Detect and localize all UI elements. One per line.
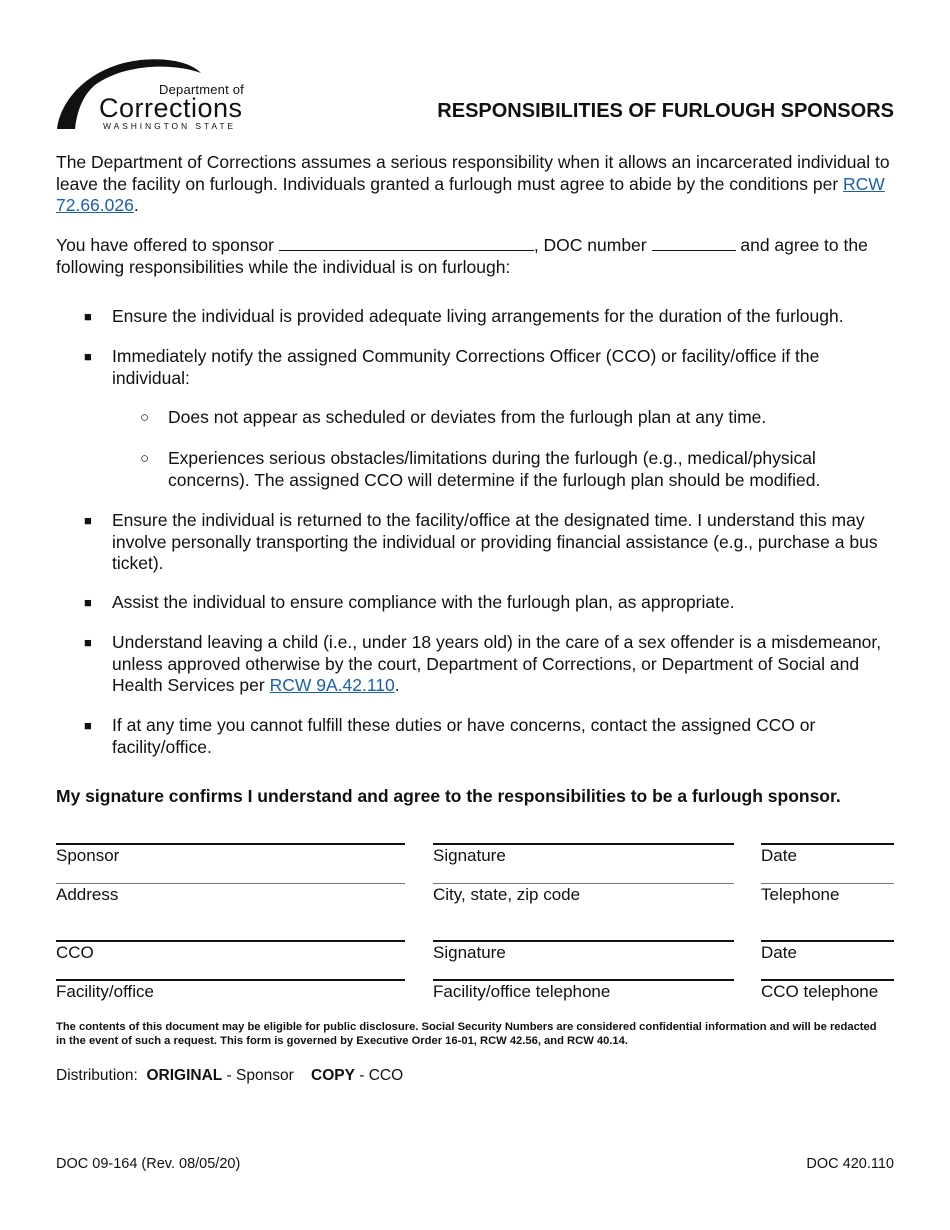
square-bullet-icon: ■: [84, 635, 92, 650]
bullet-text: Ensure the individual is returned to the facility/office at the designated time. I understand this may involve personally transporting the individual or providing financial assistance (e.g., purchase a bus ticket).: [112, 510, 878, 573]
bullet-item: [86, 306, 896, 328]
distribution-original-to: - Sponsor: [222, 1067, 294, 1084]
sponsor-date-line[interactable]: [761, 843, 894, 845]
bullet-item: [86, 632, 896, 697]
distribution-line: [56, 1067, 403, 1085]
cco-label: CCO: [56, 943, 94, 962]
city-label: City, state, zip code: [433, 885, 581, 904]
form-number: DOC 09-164 (Rev. 08/05/20): [56, 1156, 241, 1172]
address-line[interactable]: [56, 883, 405, 884]
bullet-text: Immediately notify the assigned Community Corrections Officer (CCO) or facility/office if the individual:: [112, 346, 820, 388]
date-label: Date: [761, 943, 797, 962]
square-bullet-icon: ■: [84, 513, 92, 528]
cco-date-line[interactable]: [761, 940, 894, 942]
square-bullet-icon: ■: [84, 349, 92, 364]
signature-confirmation: My signature confirms I understand and agree to the responsibilities to be a furlough sponsor.: [56, 786, 841, 806]
square-bullet-icon: ■: [84, 595, 92, 610]
logo-line-state: WASHINGTON STATE: [103, 121, 236, 131]
offer-text-3: and agree to the following responsibilities while the individual is on furlough:: [56, 235, 868, 277]
address-label: Address: [56, 885, 119, 904]
bullet-item: [86, 592, 896, 614]
distribution-original: ORIGINAL: [146, 1067, 223, 1084]
sponsor-signature-line[interactable]: [433, 843, 734, 845]
cco-line[interactable]: [56, 940, 405, 942]
bullet-text: [112, 632, 896, 697]
logo-line-department: Department of: [159, 82, 244, 97]
sub-bullet-item: [140, 407, 890, 429]
page-title: RESPONSIBILITIES OF FURLOUGH SPONSORS: [437, 100, 894, 122]
distribution-copy-to: - CCO: [354, 1067, 404, 1084]
bullet-item: [86, 346, 896, 389]
disclosure-notice: The contents of this document may be eligible for public disclosure. Social Security Numbers are considered confidential information and will be redacted in the event of such a request. This form is governed by Executive Order 16-01, RCW 42.56, and RCW 40.14.: [56, 1021, 877, 1047]
policy-number: DOC 420.110: [806, 1156, 894, 1172]
distribution-label: Distribution:: [56, 1067, 138, 1084]
offer-text-1: You have offered to sponsor: [56, 235, 279, 255]
doc-logo: [55, 55, 245, 135]
facility-line[interactable]: [56, 979, 405, 981]
bullet-item: [86, 510, 896, 575]
facility-telephone-line[interactable]: [433, 979, 734, 981]
offer-paragraph: [56, 235, 896, 278]
child-bullet-text: Understand leaving a child (i.e., under 18 years old) in the care of a sex offender is a misdemeanor, unless approved otherwise by the court, Department of Corrections, or Department of Social and Health Services per: [112, 632, 882, 695]
cco-telephone-label: CCO telephone: [761, 982, 879, 1001]
sub-bullet-item: [140, 448, 890, 491]
cco-telephone-line[interactable]: [761, 979, 894, 981]
sponsor-line[interactable]: [56, 843, 405, 845]
doc-number-field[interactable]: [652, 236, 736, 251]
rcw-9a-42-110-link[interactable]: RCW 9A.42.110: [269, 675, 395, 695]
sponsor-name-field[interactable]: [279, 236, 534, 251]
intro-period: .: [133, 195, 139, 215]
city-line[interactable]: [433, 883, 734, 884]
signature-label: Signature: [433, 846, 506, 865]
telephone-label: Telephone: [761, 885, 840, 904]
rcw-72-66-026-link[interactable]: RCW 72.66.026: [56, 173, 885, 215]
sub-bullet-text: Does not appear as scheduled or deviates from the furlough plan at any time.: [168, 407, 767, 427]
signature-label: Signature: [433, 943, 506, 962]
date-label: Date: [761, 846, 797, 865]
cco-signature-line[interactable]: [433, 940, 734, 942]
facility-label: Facility/office: [56, 982, 154, 1001]
bullet-text: Assist the individual to ensure compliance with the furlough plan, as appropriate.: [112, 592, 735, 612]
distribution-copy: COPY: [311, 1067, 355, 1084]
circle-bullet-icon: ○: [140, 450, 150, 467]
intro-paragraph: [56, 152, 896, 217]
offer-text-2: , DOC number: [533, 235, 652, 255]
logo-line-corrections: Corrections: [99, 93, 243, 123]
bullet-text: If at any time you cannot fulfill these duties or have concerns, contact the assigned CCO or facility/office.: [112, 715, 816, 757]
facility-telephone-label: Facility/office telephone: [433, 982, 611, 1001]
child-bullet-period: .: [394, 675, 400, 695]
intro-text: The Department of Corrections assumes a serious responsibility when it allows an incarcerated individual to leave the facility on furlough. Individuals granted a furlough must agree to abide by the conditions per: [56, 152, 890, 194]
bullet-text: Ensure the individual is provided adequate living arrangements for the duration of the furlough.: [112, 306, 844, 326]
circle-bullet-icon: ○: [140, 409, 150, 426]
bullet-item: [86, 715, 896, 758]
sponsor-label: Sponsor: [56, 846, 120, 865]
square-bullet-icon: ■: [84, 718, 92, 733]
telephone-line[interactable]: [761, 883, 894, 884]
square-bullet-icon: ■: [84, 309, 92, 324]
sub-bullet-text: Experiences serious obstacles/limitations during the furlough (e.g., medical/physical concerns). The assigned CCO will determine if the furlough plan should be modified.: [168, 448, 821, 490]
